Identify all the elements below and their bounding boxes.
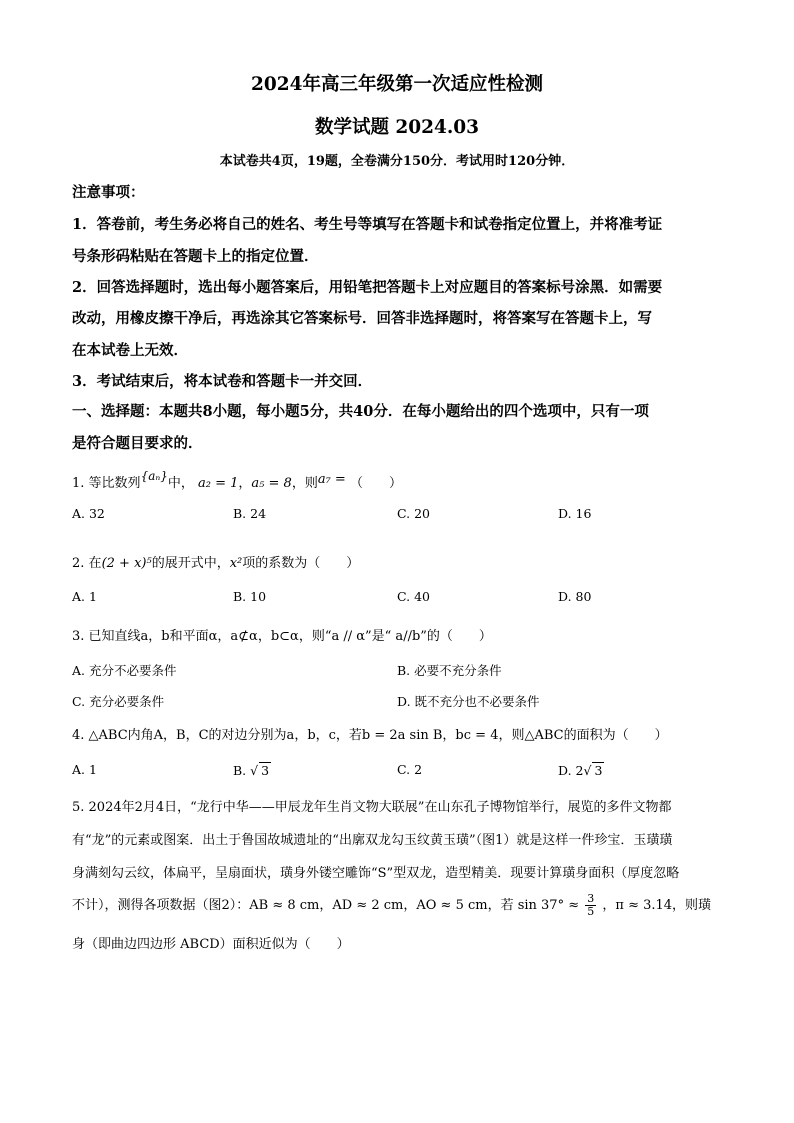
q2-option-d: D. 80 [558,589,592,604]
q2-option-b: B. 10 [233,589,267,604]
question-text: ， [238,476,252,491]
question-text: 的展开式中， [151,556,230,571]
q5-line-1: 5. 2024年2月4日，“龙行中华——甲辰龙年生肖文物大联展”在山东孔子博物馆举行，展览的多件文物都 [72,800,672,815]
math-expression: {aₙ} [140,469,168,483]
q5-line-4 [72,893,711,918]
q3-option-c: C. 充分必要条件 [72,694,165,709]
math-expression: a₇ = [317,472,346,487]
q2-option-c: C. 40 [397,589,430,604]
notice-item-2-line-2: 改动，用橡皮擦干净后，再选涂其它答案标号．回答非选择题时，将答案写在答题卡上，写 [72,310,652,327]
question-3 [72,625,492,644]
q4-option-d: D. 2√ 3 [558,763,603,778]
coefficient: 2 [575,763,584,778]
q1-option-d: D. 16 [558,506,592,521]
question-text: ，π ≈ 3.14，则璜 [602,898,712,913]
section-1-line-1: 一、选择题：本题共8小题，每小题5分，共40分．在每小题给出的四个选项中，只有一项 [72,403,649,420]
option-label: B. [233,763,247,778]
option-label: D. [558,763,572,778]
q2-option-a: A. 1 [72,589,97,604]
q4-option-a: A. 1 [72,762,97,777]
question-text: 在 [88,556,102,571]
q1-option-c: C. 20 [397,506,430,521]
q3-option-a: A. 充分不必要条件 [72,663,177,678]
q3-option-d: D. 既不充分也不必要条件 [397,694,540,709]
notice-item-2-line-3: 在本试卷上无效． [72,342,188,359]
notice-item-2-line-1: 2．回答选择题时，选出每小题答案后，用铅笔把答题卡上对应题目的答案标号涂黑．如需要 [72,279,663,296]
q5-line-2: 有“龙”的元素或图案．出土于鲁国故城遗址的“出廓双龙勾玉纹黄玉璜”（图1）就是这样一件珍宝．玉璜璜 [72,833,673,848]
q5-line-3: 身满刻勾云纹，体扁平，呈扇面状，璜身外镂空雕饰“S”型双龙，造型精美．现要计算璜身面积（厚度忽略 [72,866,680,881]
question-text: 已知直线a，b和平面α，a⊄α，b⊂α，则“a // α”是“ a//b”的（ ） [88,629,492,644]
notice-item-3: 3．考试结束后，将本试卷和答题卡一并交回． [72,373,373,390]
question-1 [72,469,402,491]
notice-heading: 注意事项： [72,184,145,201]
q5-line-5: 身（即曲边四边形 ABCD）面积近似为（ ） [72,937,350,952]
question-text: 不计），测得各项数据（图2）：AB ≈ 8 cm，AD ≈ 2 cm，AO ≈ 5 cm，若 sin 37° ≈ [72,898,580,913]
question-number: 2. [72,556,85,571]
q4-option-c: C. 2 [397,762,423,777]
answer-blank: （ ） [349,476,402,491]
q1-option-b: B. 24 [233,506,267,521]
math-expression: (2 + x)⁵ [101,556,152,571]
question-text: 等比数列 [88,476,141,491]
exam-title: 2024年高三年级第一次适应性检测 [251,74,543,95]
fraction-denominator: 5 [587,905,595,918]
section-1-line-2: 是符合题目要求的． [72,435,203,452]
fraction [585,893,596,918]
exam-subtitle: 数学试题 2024.03 [314,117,480,138]
q1-option-a: A. 32 [72,506,105,521]
question-2 [72,552,359,571]
question-number: 1. [72,476,85,491]
notice-item-1-line-2: 号条形码粘贴在答题卡上的指定位置． [72,248,319,265]
question-text: 项的系数为（ ） [242,556,360,571]
math-expression: a₅ = 8 [251,476,292,491]
exam-info: 本试卷共4页，19题，全卷满分150分．考试用时120分钟． [219,154,575,169]
fraction-numerator: 3 [587,892,595,905]
q4-option-b: B. √ 3 [233,763,270,778]
question-4 [72,724,668,743]
notice-item-1-line-1: 1．答卷前，考生务必将自己的姓名、考生号等填写在答题卡和试卷指定位置上，并将准考证 [72,216,663,233]
question-text: △ABC内角A，B，C的对边分别为a，b，c，若b = 2a sin B，bc = 4，则△ABC的面积为（ ） [88,728,668,743]
question-number: 3. [72,629,85,644]
math-expression: x² [229,556,243,571]
radicand: 3 [261,763,270,778]
q3-option-b: B. 必要不充分条件 [397,663,502,678]
question-text: 中， [167,476,194,491]
question-number: 4. [72,728,85,743]
question-text: ，则 [291,476,318,491]
radicand: 3 [594,763,603,778]
math-expression: a₂ = 1 [198,476,239,491]
